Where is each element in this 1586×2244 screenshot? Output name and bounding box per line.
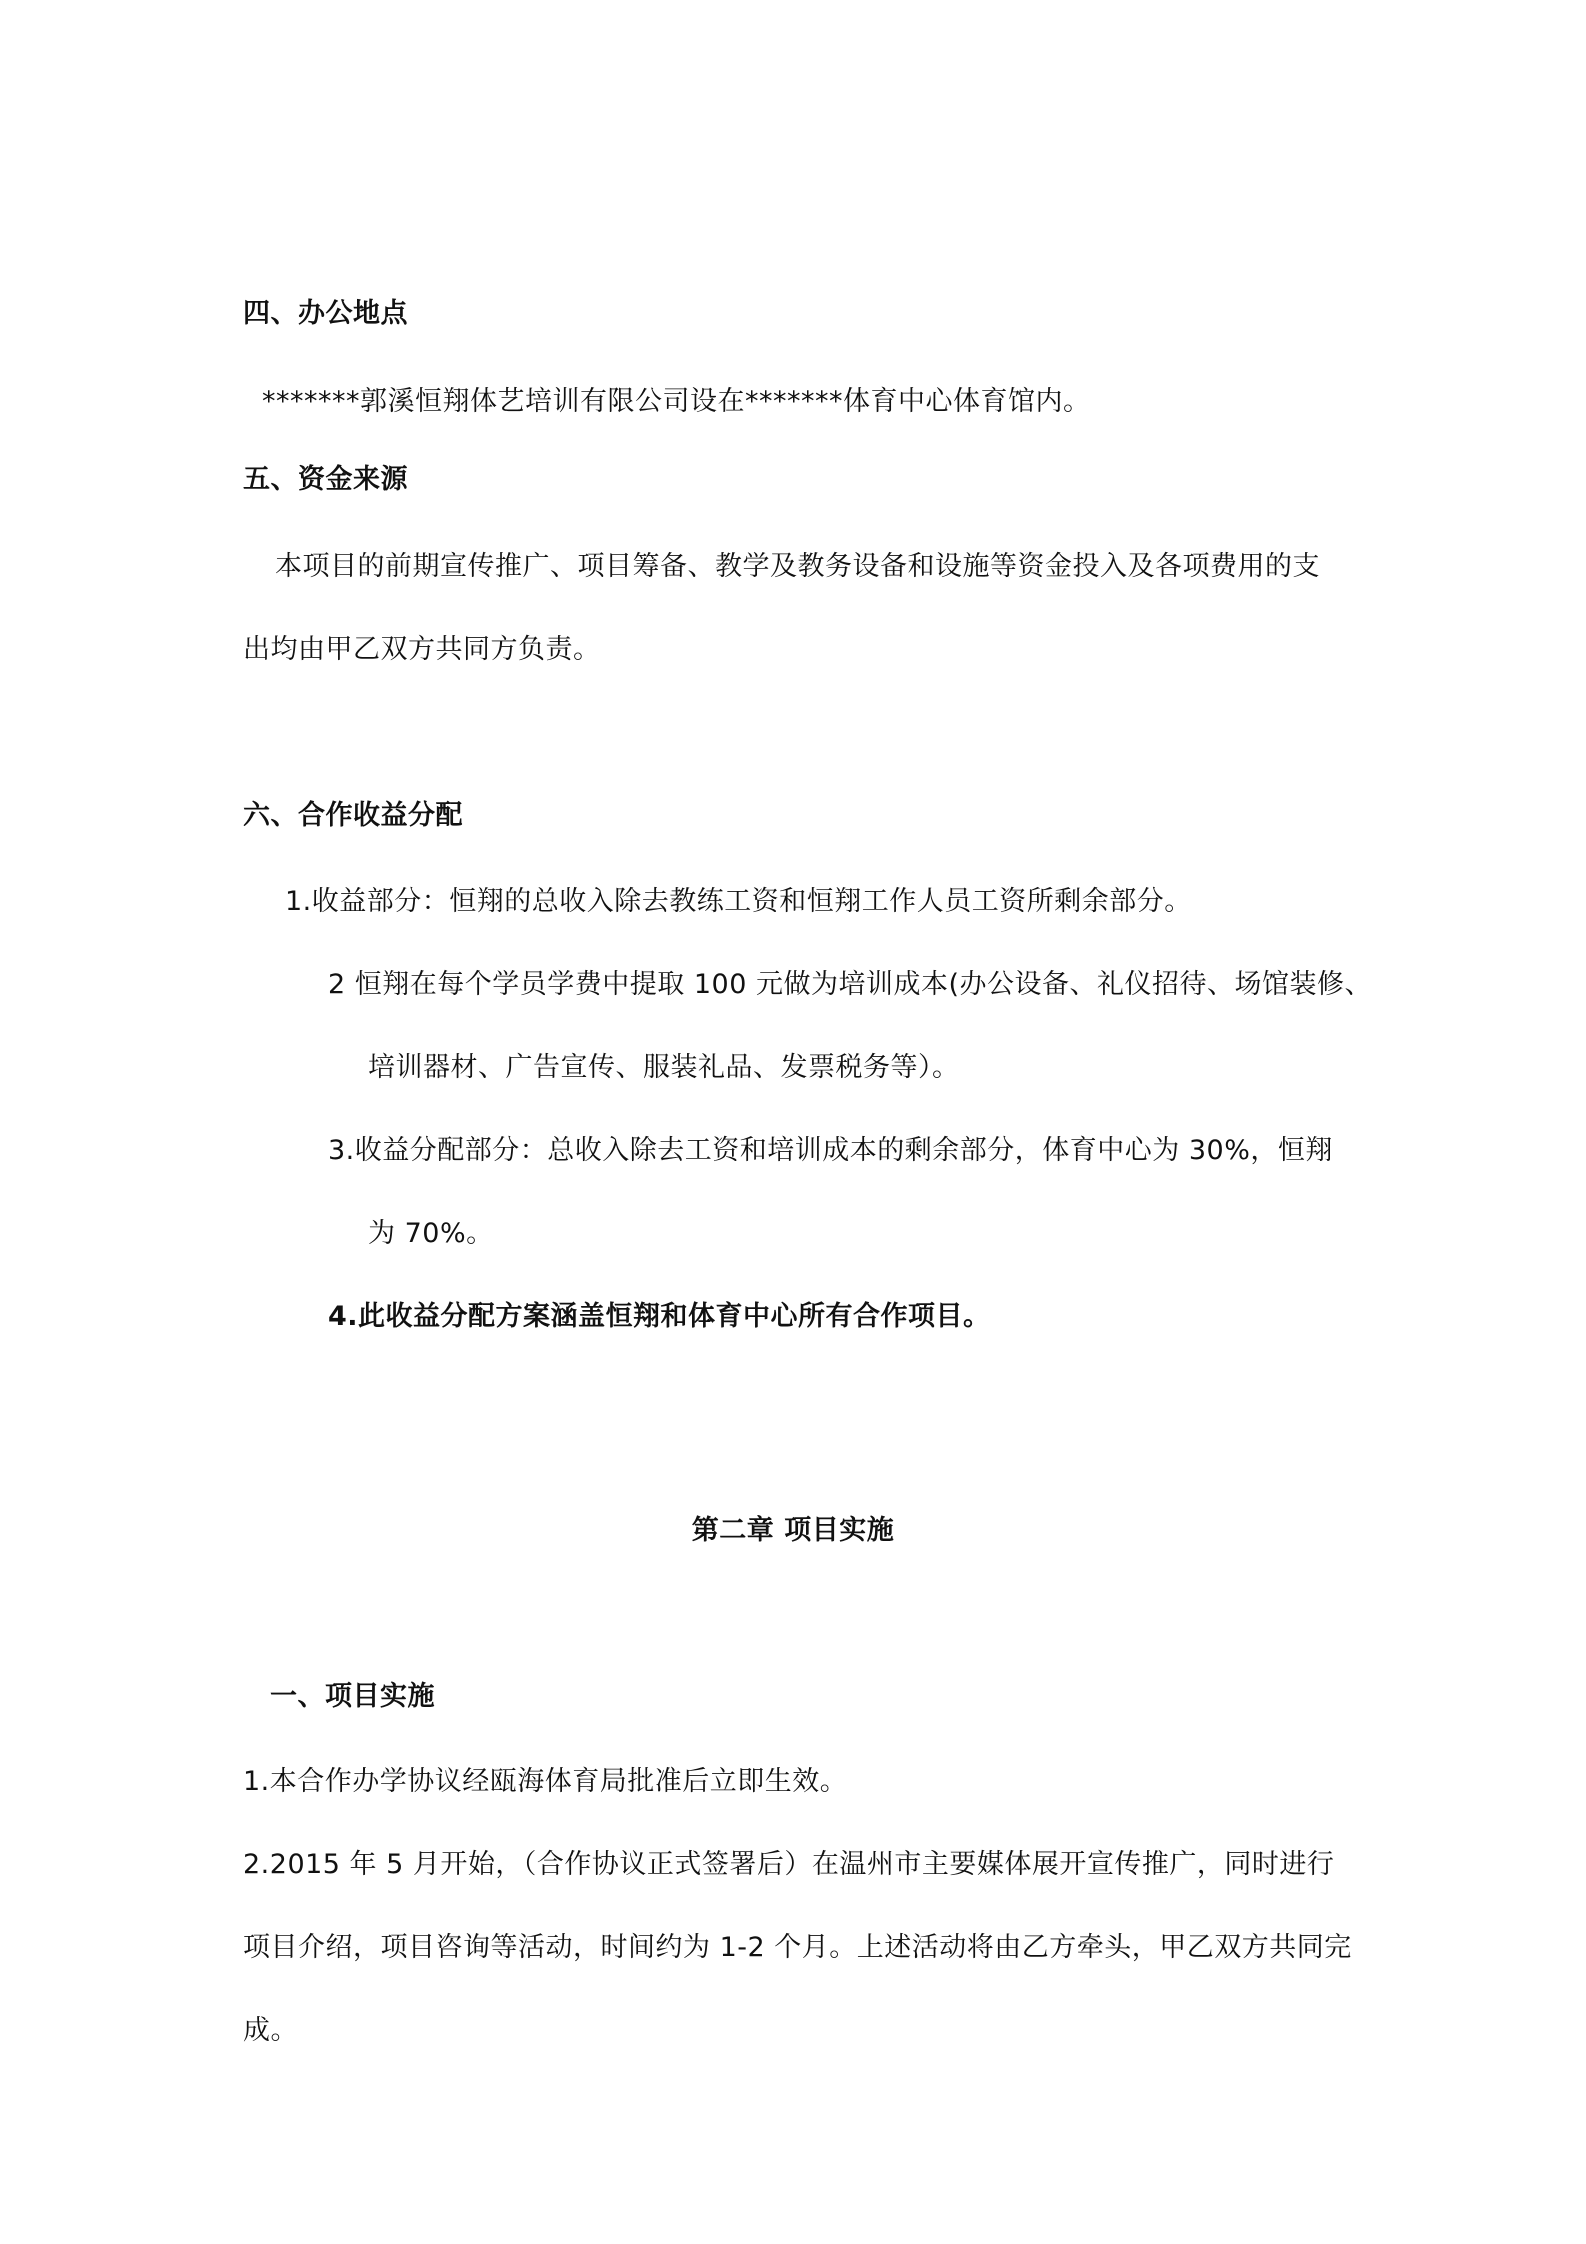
section-heading-implementation: 一、项目实施	[270, 1681, 435, 1712]
chapter-title: 第二章 项目实施	[691, 1515, 895, 1546]
section-heading-revenue: 六、合作收益分配	[243, 800, 463, 831]
paragraph-funding-line-2: 出均由甲乙双方共同方负责。	[243, 634, 601, 665]
implementation-item-2-line-1: 2.2015 年 5 月开始，（合作协议正式签署后）在温州市主要媒体展开宣传推广，同时进行	[243, 1849, 1335, 1880]
implementation-item-2-line-2: 项目介绍，项目咨询等活动，时间约为 1-2 个月。上述活动将由乙方牵头，甲乙双方共同完	[243, 1932, 1352, 1963]
paragraph-office: *******郭溪恒翔体艺培训有限公司设在*******体育中心体育馆内。	[262, 386, 1091, 417]
revenue-item-3-line-1: 3.收益分配部分：总收入除去工资和培训成本的剩余部分，体育中心为 30%，恒翔	[328, 1135, 1333, 1166]
revenue-item-2-line-2: 培训器材、广告宣传、服装礼品、发票税务等）。	[368, 1052, 960, 1083]
revenue-item-4: 4.此收益分配方案涵盖恒翔和体育中心所有合作项目。	[328, 1301, 991, 1332]
revenue-item-3-line-2: 为 70%。	[368, 1218, 494, 1249]
implementation-item-2-line-3: 成。	[243, 2015, 298, 2046]
section-heading-funding: 五、资金来源	[243, 464, 408, 495]
revenue-item-1: 1.收益部分：恒翔的总收入除去教练工资和恒翔工作人员工资所剩余部分。	[285, 886, 1192, 917]
revenue-item-2-line-1: 2 恒翔在每个学员学费中提取 100 元做为培训成本(办公设备、礼仪招待、场馆装修、	[328, 969, 1372, 1000]
implementation-item-1: 1.本合作办学协议经瓯海体育局批准后立即生效。	[243, 1766, 848, 1797]
section-heading-office: 四、办公地点	[243, 298, 408, 329]
paragraph-funding-line-1: 本项目的前期宣传推广、项目筹备、教学及教务设备和设施等资金投入及各项费用的支	[275, 551, 1320, 582]
